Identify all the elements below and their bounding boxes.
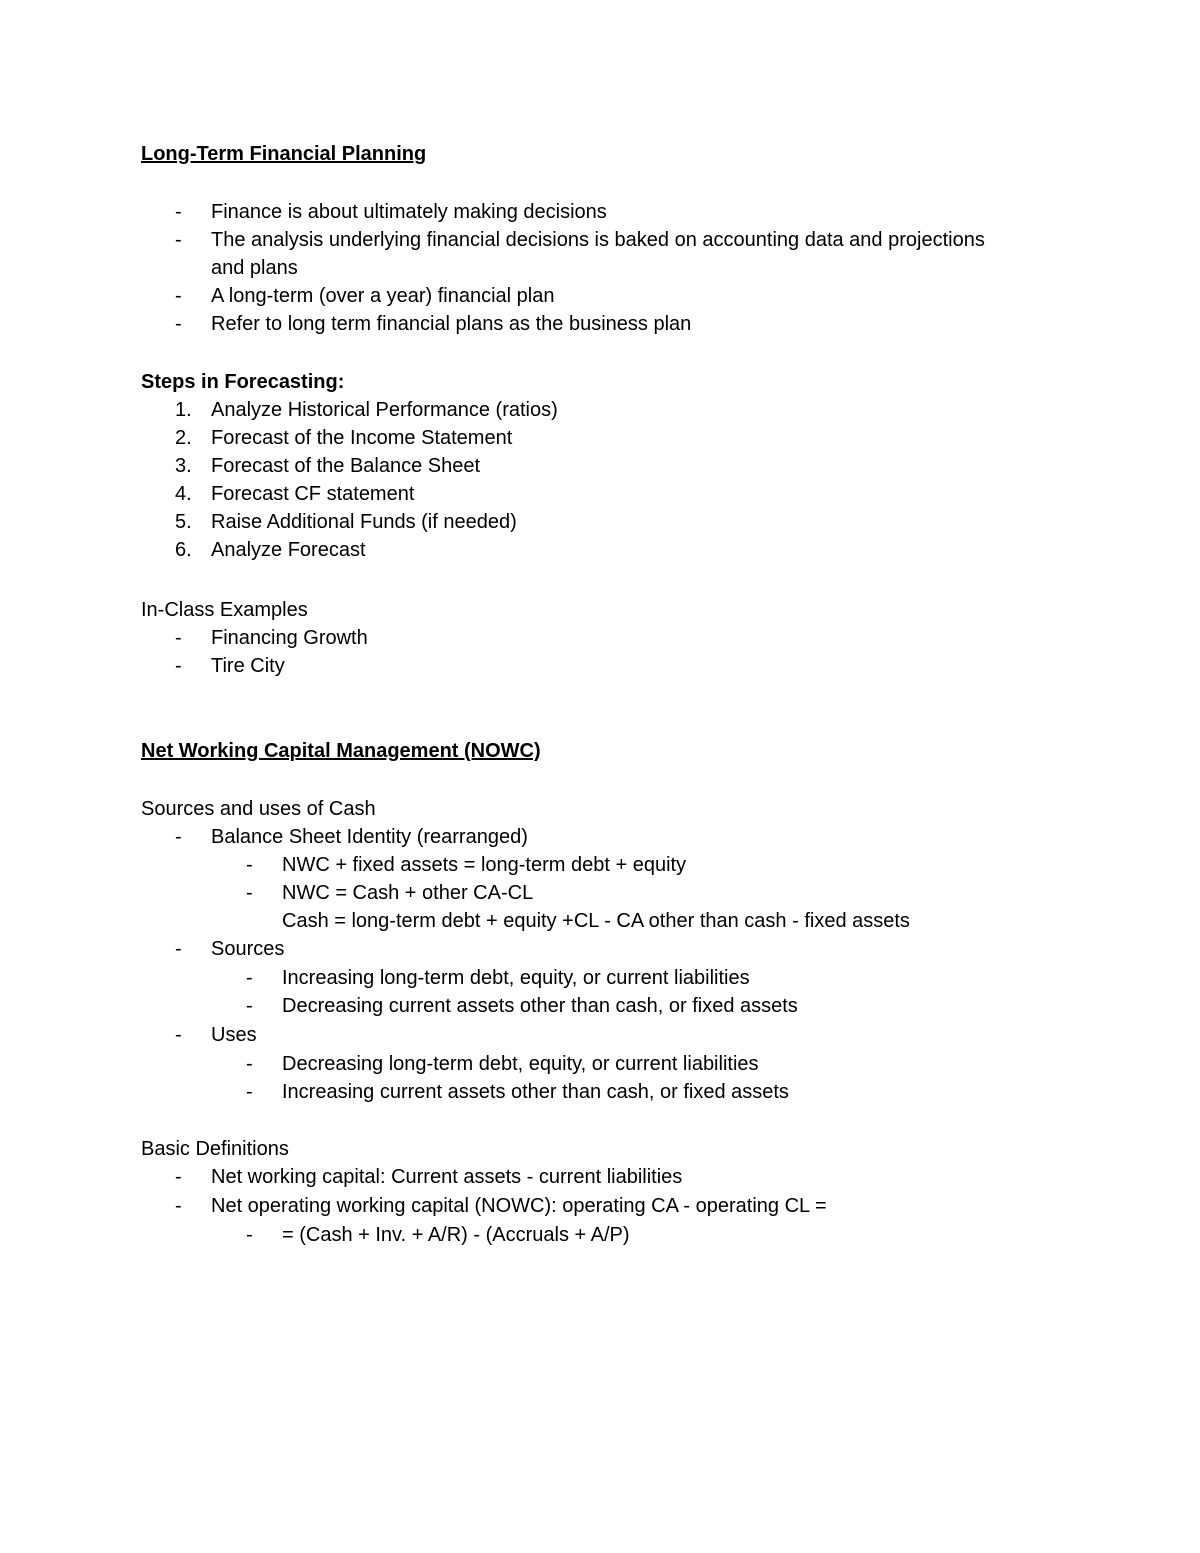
- sub-bullet-dash: -: [246, 1081, 253, 1103]
- bullet-text: A long-term (over a year) financial plan: [211, 285, 555, 307]
- step-item: Analyze Forecast: [211, 539, 366, 561]
- sources-label: Sources: [211, 938, 285, 960]
- sub-bullet-dash: -: [246, 967, 253, 989]
- identity-label: Balance Sheet Identity (rearranged): [211, 826, 528, 848]
- sub-bullet-dash: -: [246, 854, 253, 876]
- step-number: 1.: [175, 399, 192, 421]
- bullet-text: Finance is about ultimately making decisions: [211, 201, 607, 223]
- bullet-text-continuation: and plans: [211, 257, 298, 279]
- step-number: 5.: [175, 511, 192, 533]
- sources-item: Decreasing current assets other than cash, or fixed assets: [282, 995, 798, 1017]
- step-number: 3.: [175, 455, 192, 477]
- bullet-dash: -: [175, 1166, 182, 1188]
- sources-item: Increasing long-term debt, equity, or current liabilities: [282, 967, 750, 989]
- uses-item: Increasing current assets other than cash, or fixed assets: [282, 1081, 789, 1103]
- bullet-dash: -: [175, 655, 182, 677]
- bullet-dash: -: [175, 1195, 182, 1217]
- sources-uses-title: Sources and uses of Cash: [141, 798, 376, 820]
- step-item: Raise Additional Funds (if needed): [211, 511, 517, 533]
- definition-item: Net operating working capital (NOWC): operating CA - operating CL =: [211, 1195, 827, 1217]
- sub-bullet-dash: -: [246, 1053, 253, 1075]
- step-item: Analyze Historical Performance (ratios): [211, 399, 558, 421]
- step-item: Forecast CF statement: [211, 483, 415, 505]
- definitions-title: Basic Definitions: [141, 1138, 289, 1160]
- bullet-dash: -: [175, 826, 182, 848]
- steps-title: Steps in Forecasting:: [141, 371, 345, 393]
- inclass-item: Financing Growth: [211, 627, 368, 649]
- identity-item: NWC = Cash + other CA-CL: [282, 882, 534, 904]
- step-number: 6.: [175, 539, 192, 561]
- bullet-dash: -: [175, 1024, 182, 1046]
- identity-item: NWC + fixed assets = long-term debt + equity: [282, 854, 687, 876]
- section-title-long-term-planning: Long-Term Financial Planning: [141, 143, 427, 165]
- bullet-dash: -: [175, 627, 182, 649]
- bullet-dash: -: [175, 313, 182, 335]
- inclass-title: In-Class Examples: [141, 599, 308, 621]
- bullet-dash: -: [175, 285, 182, 307]
- bullet-text: The analysis underlying financial decisions is baked on accounting data and projections: [211, 229, 985, 251]
- bullet-text: Refer to long term financial plans as the business plan: [211, 313, 692, 335]
- sub-bullet-dash: -: [246, 1224, 253, 1246]
- sub-bullet-dash: -: [246, 882, 253, 904]
- step-item: Forecast of the Balance Sheet: [211, 455, 481, 477]
- uses-label: Uses: [211, 1024, 257, 1046]
- definition-item: Net working capital: Current assets - current liabilities: [211, 1166, 683, 1188]
- definition-sub-item: = (Cash + Inv. + A/R) - (Accruals + A/P): [282, 1224, 630, 1246]
- bullet-dash: -: [175, 229, 182, 251]
- bullet-dash: -: [175, 938, 182, 960]
- inclass-item: Tire City: [211, 655, 285, 677]
- bullet-dash: -: [175, 201, 182, 223]
- section-title-nowc: Net Working Capital Management (NOWC): [141, 740, 541, 762]
- identity-item-continuation: Cash = long-term debt + equity +CL - CA other than cash - fixed assets: [282, 910, 910, 932]
- step-number: 2.: [175, 427, 192, 449]
- uses-item: Decreasing long-term debt, equity, or current liabilities: [282, 1053, 759, 1075]
- step-item: Forecast of the Income Statement: [211, 427, 513, 449]
- step-number: 4.: [175, 483, 192, 505]
- sub-bullet-dash: -: [246, 995, 253, 1017]
